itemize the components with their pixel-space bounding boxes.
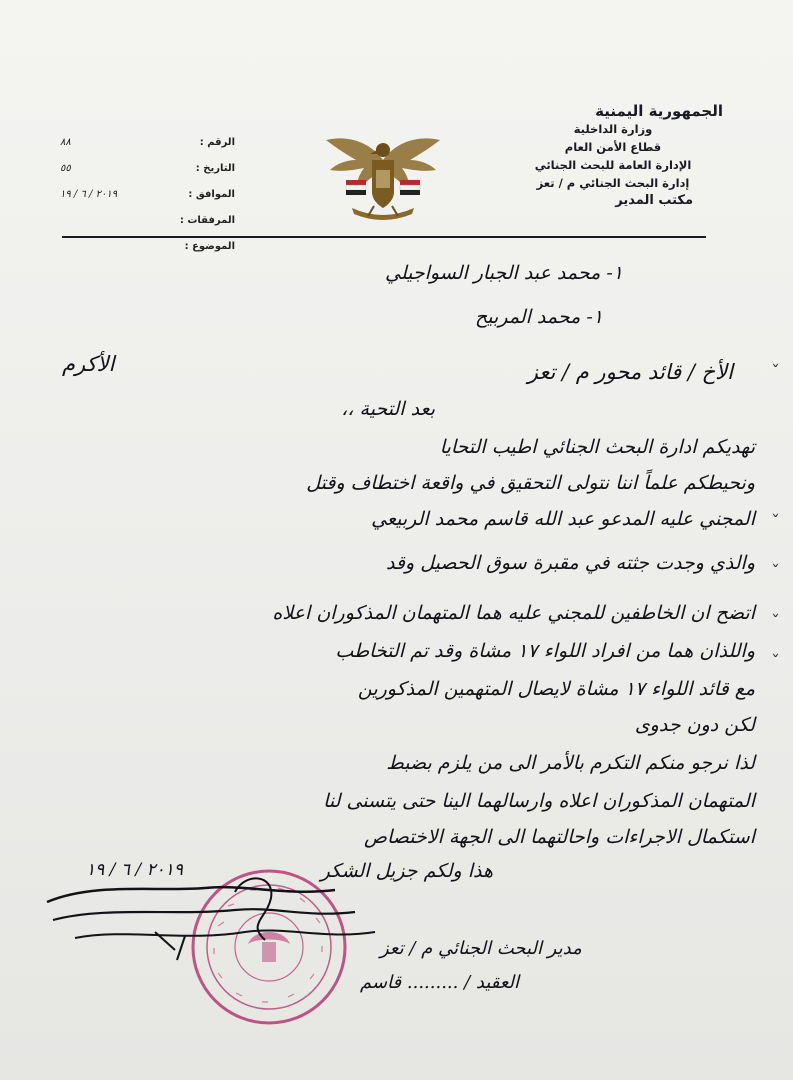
ref-date-row bbox=[60, 156, 235, 182]
body-line: لكن دون جدوى bbox=[634, 714, 755, 736]
honorific: الأكرم bbox=[62, 352, 115, 376]
ref-greg-date-value: ٢٠١٩ / ٦ / ١٩ bbox=[60, 189, 118, 200]
body-line: اتضح ان الخاطفين للمجني عليه هما المتهمان المذكوران اعلاه bbox=[272, 602, 755, 624]
body-line: واللذان هما من افراد اللواء ١٧ مشاة وقد تم التخاطب bbox=[335, 640, 755, 662]
body-line: ونحيطكم علماً اننا نتولى التحقيق في واقعة اختطاف وقتل bbox=[306, 472, 755, 494]
ref-attachments-label: المرفقات : bbox=[179, 215, 235, 226]
letterhead-ministry: وزارة الداخلية bbox=[573, 122, 653, 136]
body-line: هذا ولكم جزيل الشكر bbox=[320, 860, 493, 882]
ref-number-value: ٨٨ bbox=[60, 137, 71, 148]
letterhead bbox=[493, 102, 733, 210]
margin-mark: ˇ bbox=[771, 512, 780, 533]
addressee-2: ١- محمد المربيح bbox=[475, 306, 603, 328]
yemen-eagle-emblem-icon bbox=[322, 130, 444, 225]
signatory-name: العقيد / ......... قاسم bbox=[360, 972, 520, 993]
ref-date-label: التاريخ : bbox=[195, 163, 235, 174]
margin-mark: ˇ bbox=[771, 362, 780, 383]
body-line: تهديكم ادارة البحث الجنائي اطيب التحايا bbox=[439, 436, 755, 458]
ref-number-label: الرقم : bbox=[199, 137, 235, 148]
body-line: والذي وجدت جثته في مقبرة سوق الحصيل وقد bbox=[385, 552, 755, 574]
ref-subject-label: الموضوع : bbox=[184, 241, 235, 252]
letterhead-republic: الجمهورية اليمنية bbox=[595, 102, 723, 120]
letterhead-branch: إدارة البحث الجنائي م / تعز bbox=[536, 176, 690, 190]
margin-mark: ˇ bbox=[771, 612, 780, 633]
signature-date: ٢٠١٩ / ٦ / ١٩ bbox=[86, 860, 184, 880]
body-line: مع قائد اللواء ١٧ مشاة لايصال المتهمين المذكورين bbox=[357, 678, 755, 700]
body-line: لذا نرجو منكم التكرم بالأمر الى من يلزم بضبط bbox=[386, 752, 755, 774]
letterhead-general-admin: الإدارة العامة للبحث الجنائي bbox=[534, 158, 692, 172]
header-divider bbox=[62, 236, 706, 238]
letterhead-office: مكتب المدير bbox=[615, 193, 693, 208]
body-line: المتهمان المذكوران اعلاه وارسالهما الينا حتى يتسنى لنا bbox=[323, 790, 755, 812]
letterhead-sector: قطاع الأمن العام bbox=[564, 140, 662, 154]
ref-number-row bbox=[60, 130, 235, 156]
salutation: الأخ / قائد محور م / تعز bbox=[527, 360, 733, 384]
ref-greg-date-row bbox=[60, 182, 235, 208]
ref-date-value: ٥٥ bbox=[60, 163, 71, 174]
margin-mark: ˇ bbox=[771, 652, 780, 673]
ref-attachments-row bbox=[60, 208, 235, 234]
body-line: استكمال الاجراءات واحالتهما الى الجهة الاختصاص bbox=[364, 826, 755, 848]
greeting: بعد التحية ،، bbox=[341, 398, 435, 420]
addressee-1: ١- محمد عبد الجبار السواجيلي bbox=[385, 262, 623, 284]
ref-greg-date-label: الموافق : bbox=[188, 189, 235, 200]
reference-block bbox=[60, 130, 235, 260]
margin-mark: ˇ bbox=[771, 562, 780, 583]
body-line: المجني عليه المدعو عبد الله قاسم محمد الربيعي bbox=[371, 508, 755, 530]
signatory-title: مدير البحث الجنائي م / تعز bbox=[380, 938, 582, 959]
